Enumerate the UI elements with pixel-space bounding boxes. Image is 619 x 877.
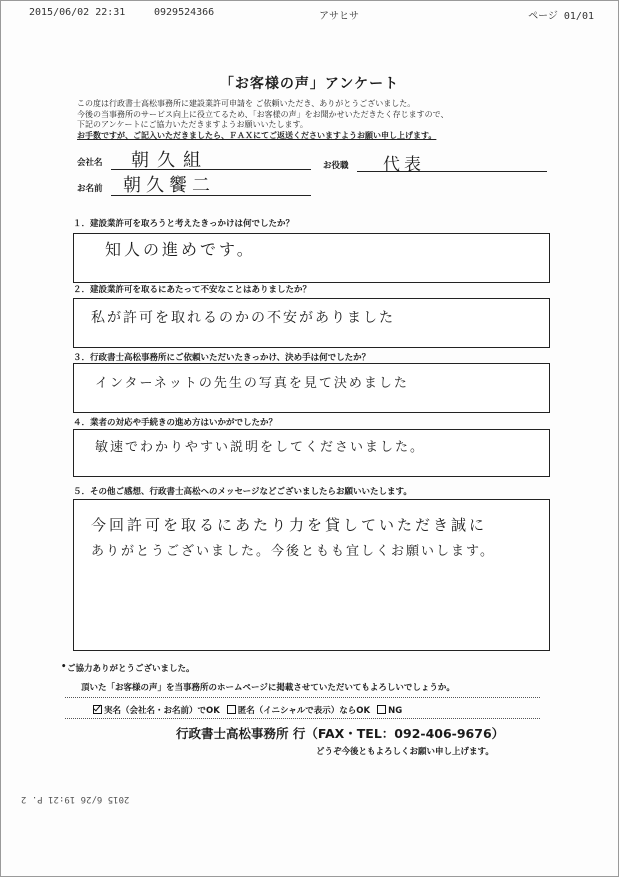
- fax-destination: 行政書士高松事務所 行（FAX・TEL：092-406-9676）: [176, 726, 505, 741]
- option-anonymous-label: 匿名（イニシャルで表示）ならOK: [237, 706, 371, 716]
- permission-question: 頂いた「お客様の声」を当事務所のホームページに掲載させていただいてもよろしいでしょうか。: [81, 683, 455, 693]
- form-intro: [77, 99, 547, 141]
- checkbox-checked-icon[interactable]: [93, 705, 102, 714]
- fax-page-count: ページ 01/01: [528, 11, 594, 22]
- question-4-label: ４．業者の対応や手続きの進め方はいかがでしたか？: [73, 418, 278, 428]
- question-5-label: ５．その他ご感想、行政書士高松へのメッセージなどございましたらお願いいたします。: [73, 487, 412, 497]
- checkbox-icon[interactable]: [227, 705, 236, 714]
- question-2-label: ２．建設業許可を取るにあたって不安なことはありましたか？: [73, 285, 312, 295]
- option-real-name[interactable]: [93, 704, 220, 716]
- question-3-answer: インターネットの先生の写真を見て決めました: [95, 376, 409, 391]
- fax-datetime: 2015/06/02 22:31: [29, 7, 126, 18]
- intro-line: この度は行政書士高松事務所に建設業許可申請を ご依頼いただき、ありがとうございました。: [77, 99, 416, 108]
- company-label: 会社名: [77, 158, 103, 168]
- intro-line: 下記のアンケートにご協力いただきますようお願いいたします。: [77, 120, 308, 129]
- mirrored-fax-footer: 2015 6/26 19:21 P. 2: [21, 794, 130, 804]
- form-title: 「お客様の声」アンケート: [219, 76, 400, 92]
- question-1-answer: 知人の進めです。: [105, 240, 256, 259]
- fax-header: [29, 7, 594, 21]
- closing-message: どうぞ今後ともよろしくお願い申し上げます。: [316, 747, 494, 757]
- dotted-divider-top: [65, 697, 540, 698]
- option-ng[interactable]: [377, 705, 402, 716]
- question-1-label: １．建設業許可を取ろうと考えたきっかけは何でしたか？: [73, 219, 295, 229]
- option-real-name-label: 実名（会社名・お名前）でOK: [104, 706, 220, 716]
- option-ng-label: NG: [388, 706, 403, 716]
- option-anonymous[interactable]: [227, 704, 370, 716]
- name-label: お名前: [77, 184, 103, 194]
- intro-line: お手数ですが、ご記入いただきましたら、ＦＡＸにてご返送くださいますようお願い申し上げます。: [77, 130, 437, 140]
- name-handwritten: 朝久饗二: [123, 175, 215, 196]
- company-handwritten: 朝久組: [131, 150, 209, 171]
- question-3-label: ３．行政書士高松事務所にご依頼いただいたきっかけ、決め手は何でしたか？: [73, 353, 371, 363]
- intro-line: 今後の当事務所のサービス向上に役立てるため、「お客様の声」をお聞かせいただきたく存じますので、: [77, 109, 449, 119]
- fax-sender: アサヒサ: [319, 11, 359, 22]
- question-5-answer-line-2: ありがとうございました。今後ともも宜しくお願いします。: [91, 544, 495, 559]
- question-2-answer: 私が許可を取れるのかの不安がありました: [91, 310, 395, 326]
- position-handwritten: 代表: [383, 155, 425, 175]
- question-5-answer-line-1: 今回許可を取るにあたり力を貸していただき誠に: [91, 516, 488, 534]
- question-4-answer: 敏速でわかりやすい説明をしてくださいました。: [95, 440, 426, 455]
- thanks-message: • ご協力ありがとうございました。: [67, 662, 195, 674]
- checkbox-icon[interactable]: [377, 705, 386, 714]
- position-label: お役職: [323, 161, 349, 171]
- permission-options: [93, 704, 406, 716]
- fax-number: 0929524366: [154, 7, 215, 18]
- dotted-divider-bottom: [65, 718, 540, 719]
